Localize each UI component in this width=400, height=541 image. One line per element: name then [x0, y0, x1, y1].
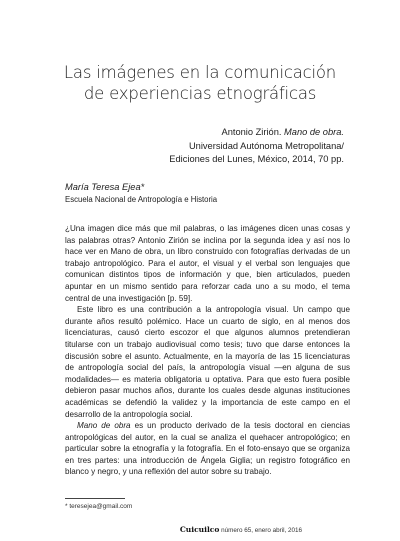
body-text — [65, 223, 350, 478]
reference-line-3: Ediciones del Lunes, México, 2014, 70 pp. — [169, 154, 344, 164]
reference-line-2: Universidad Autónoma Metropolitana/ — [188, 140, 344, 151]
paragraph-1: ¿Una imagen dice más que mil palabras, o las imágenes dicen unas cosas y las palabras otras? Antonio Zirión se inclina por la segunda idea y así nos lo hace ver en Mano de obra, un libro construido con fotografías derivadas de un trabajo antropológico. Para el autor, el visual y el verbal son lenguajes que comunican distintos tipos de información y que, bien articulados, pueden apuntar en un mismo sentido para reforzar cada uno a su modo, el tema central de una investigación [p. 59]. — [65, 224, 350, 303]
page-footer — [180, 525, 302, 534]
journal-logo: Cuicuilco — [179, 525, 220, 534]
reference-line-1 — [104, 126, 344, 140]
title-line-1: Las imágenes en la comunicación — [63, 63, 337, 82]
footnote-divider — [65, 498, 125, 499]
title-line-2: de experiencias etnográficas — [83, 84, 317, 103]
footer-issue-text: número 65, enero abril, 2016 — [219, 527, 302, 534]
book-reference — [104, 126, 344, 167]
article-title — [30, 62, 370, 104]
reference-book-title: Mano de obra. — [284, 127, 344, 137]
reference-author: Antonio Zirión. — [221, 127, 282, 137]
author-name: María Teresa Ejea* — [65, 182, 145, 192]
paragraph-3 — [65, 420, 350, 478]
author-affiliation: Escuela Nacional de Antropología e Historia — [65, 195, 218, 204]
author-block — [65, 181, 217, 206]
paragraph-3-text: es un producto derivado de la tesis doctoral en ciencias antropológicas del autor, en la cual se analiza el quehacer antropológico; en particular sobre la etnografía y la fotografía. En el foto-ensayo que se organiza en tres partes: una introducción de Ángela Giglia; un registro fotográfico en blanco y negro, y una reflexión del autor sobre su trabajo. — [65, 421, 350, 477]
footnote-email: * teresejea@gmail.com — [65, 503, 133, 510]
paragraph-2: Este libro es una contribución a la antropología visual. Un campo que durante años resultó polémico. Hace un cuarto de siglo, en al menos dos licenciaturas, causó cierto escozor el que algunos alumnos pretendieran titularse con un trabajo audiovisual como tesis; tuvo que darse entonces la discusión sobre el asunto. Actualmente, en la mayoría de las 15 licenciaturas de antropología social del país, la antropología visual —en alguna de sus modalidades— es materia obligatoria u optativa. Para que esto fuera posible debieron pasar muchos años, durante los cuales desde algunas instituciones académicas se defendió la validez y la importancia de este campo en el desarrollo de la antropología social. — [65, 305, 350, 419]
paragraph-3-italic: Mano de obra — [77, 421, 131, 431]
